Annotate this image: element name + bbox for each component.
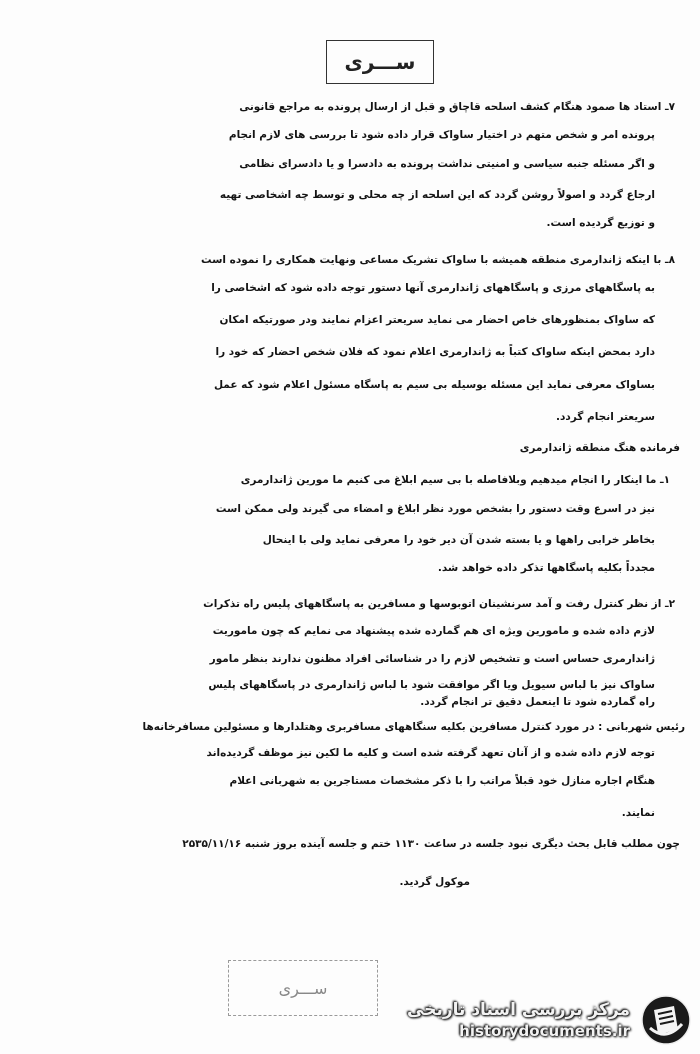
reply-1-line-1: ۱ـ ما اینکار را انجام میدهیم وبلافاصله با بی سیم ابلاغ می کنیم ما مورین ژاندارمری xyxy=(240,474,670,486)
classification-label-bottom: ســـری xyxy=(278,978,328,998)
paragraph-7-line-1: ۷ـ استاد ها صمود هنگام کشف اسلحه قاچاق و قبل از ارسال پرونده به مراجع قانونی xyxy=(239,101,675,113)
classification-label-top: ســـری xyxy=(344,50,416,74)
reply-2-line-5: راه گمارده شود تا اینعمل دقیق تر انجام گردد. xyxy=(420,696,655,708)
classification-stamp-top xyxy=(326,40,434,84)
paragraph-8-line-6: سریعتر انجام گردد. xyxy=(555,411,655,423)
speaker-heading-gendarmerie: فرمانده هنگ منطقه ژاندارمری xyxy=(519,442,680,454)
closing-line-1: چون مطلب قابل بحث دیگری نبود جلسه در ساعت ۱۱۳۰ ختم و جلسه آینده بروز شنبه ۲۵۳۵/۱۱/۱۶ xyxy=(182,838,680,850)
reply-1-line-2: نیز در اسرع وقت دستور را بشخص مورد نظر ابلاغ و امضاء می گیرند ولی ممکن است xyxy=(215,503,655,515)
paragraph-8-line-2: به پاسگاههای مرزی و پاسگاههای ژاندارمری آنها دستور توجه داده شود که اشخاصی را xyxy=(211,282,655,294)
watermark-url: historydocuments.ir xyxy=(459,1022,630,1040)
police-chief-line-3: هنگام اجاره منازل خود قبلاً مراتب را با ذکر مشخصات مستاجرین به شهربانی اعلام xyxy=(229,775,655,787)
paragraph-7-line-3: و اگر مسئله جنبه سیاسی و امنیتی نداشت پرونده به دادسرا و یا دادسرای نظامی xyxy=(239,158,655,170)
paragraph-7-line-4: ارجاع گردد و اصولاً روشن گردد که این اسلحه از چه محلی و توسط چه اشخاصی تهیه xyxy=(219,189,655,201)
watermark xyxy=(407,992,692,1048)
police-chief-line-4: نمایند. xyxy=(621,807,655,819)
classification-stamp-bottom xyxy=(228,960,378,1016)
archive-logo-icon xyxy=(640,994,692,1046)
reply-2-line-2: لازم داده شده و مامورین ویژه ای هم گمارده شده پیشنهاد می نمایم که چون ماموریت xyxy=(212,625,655,637)
reply-2-line-3: ژاندارمری حساس است و تشخیص لازم را در شناسائی افراد مظنون ندارند بنظر مامور xyxy=(209,653,655,665)
reply-2-line-1: ۲ـ از نظر کنترل رفت و آمد سرنشینان اتوبوسها و مسافرین به پاسگاههای پلیس راه تذکرات xyxy=(203,598,675,610)
paragraph-8-line-5: بساواک معرفی نماید این مسئله بوسیله بی سیم به پاسگاه مسئول اعلام شود که عمل xyxy=(213,379,655,391)
paragraph-8-line-3: که ساواک بمنظورهای خاص احضار می نماید سریعتر اعزام نمایند ودر صورتیکه امکان xyxy=(219,314,655,326)
reply-1-line-3: بخاطر خرابی راهها و یا بسته شدن آن دیر خود را معرفی نماید ولی با اینحال xyxy=(262,534,655,546)
watermark-title: مرکز بررسی اسناد تاریخی xyxy=(407,1000,630,1020)
watermark-texts xyxy=(407,1000,630,1040)
police-chief-line-1: رئیس شهربانی : در مورد کنترل مسافرین بکلیه سنگاههای مسافربری وهتلدارها و مسئولین مسافرخانه‌ها xyxy=(142,721,685,733)
paragraph-8-line-1: ۸ـ با اینکه ژاندارمری منطقه همیشه با ساواک تشریک مساعی ونهایت همکاری را نموده است xyxy=(200,254,675,266)
police-chief-line-2: توجه لازم داده شده و از آنان تعهد گرفته شده است و کلیه ما لکین نیز موظف گردیده‌اند xyxy=(206,747,655,759)
paragraph-8-line-4: دارد بمحض اینکه ساواک کتباً به ژاندارمری اعلام نمود که فلان شخص احضار که خود را xyxy=(215,346,655,358)
reply-2-line-4: ساواک نیز با لباس سیویل ویا اگر موافقت شود با لباس ژاندارمری در پاسگاههای پلیس xyxy=(208,679,655,691)
closing-line-2: موکول گردید. xyxy=(399,876,470,888)
paragraph-7-line-5: و توزیع گردیده است. xyxy=(546,217,655,229)
reply-1-line-4: مجدداً بکلیه پاسگاهها تذکر داده خواهد شد. xyxy=(437,562,655,574)
paragraph-7-line-2: پرونده امر و شخص متهم در اختیار ساواک قرار داده شود تا بررسی های لازم انجام xyxy=(228,129,655,141)
